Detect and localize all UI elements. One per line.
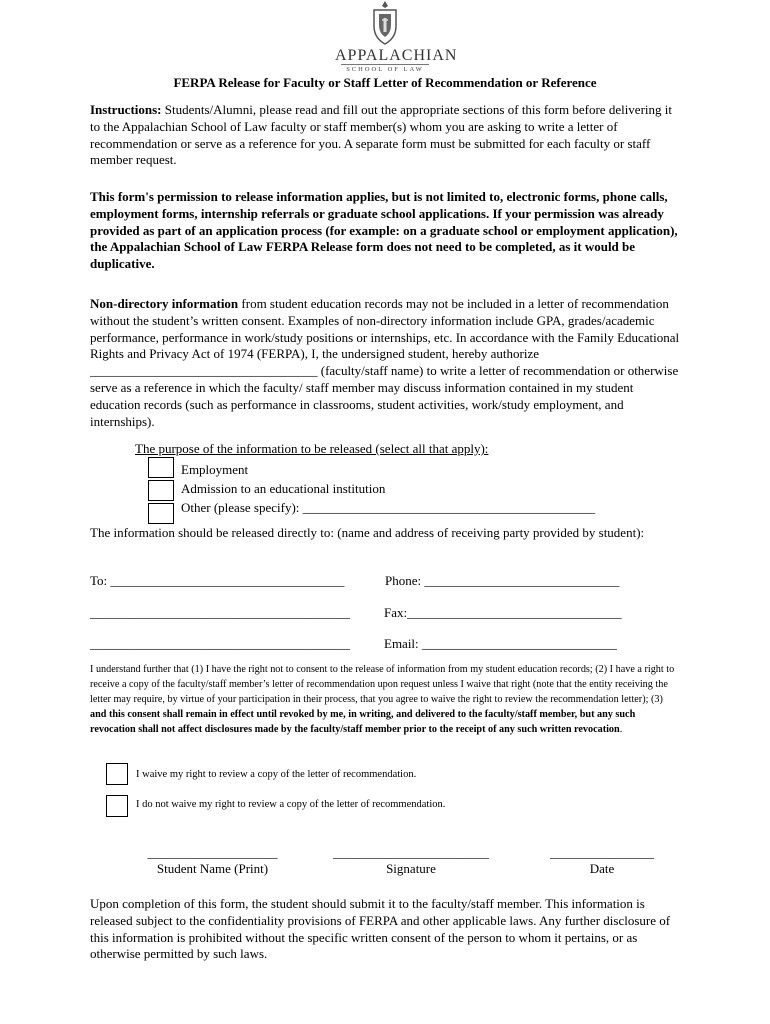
logo-subtitle: SCHOOL OF LAW xyxy=(341,64,429,74)
phone-field[interactable]: Phone: ______________________________ xyxy=(385,573,620,588)
instructions-text: Students/Alumni, please read and fill out the appropriate sections of this form before delivering it to the Appalachian School of Law faculty or staff member(s) whom you are asking to write a letter of recommendation or serve as a reference for you. A separate form must be submitted for each faculty or staff member request. xyxy=(90,102,672,168)
option-employment: Employment xyxy=(181,462,249,477)
waive-checkbox[interactable] xyxy=(106,763,128,785)
nondirectory-text: from student education records may not be included in a letter of recommendation without the student’s written consent. Examples of non-directory information include GPA, grades/academic performance, performance in work/study positions or internships, etc. In accordance with the Family Educational Rights and Privacy Act of 1974 (FERPA), I, the undersigned student, hereby authorize ___________________________________ (faculty/staff name) to write a letter of recommendation or otherwise serve as a reference in which the faculty/ staff member may discuss information contained in my student education records (such as performance in classrooms, student activities, work/study employment, and internships). xyxy=(90,296,680,429)
instructions-label: Instructions: xyxy=(90,102,162,117)
completion-paragraph: Upon completion of this form, the student should submit it to the faculty/staff member. This information is released subject to the confidentiality provisions of FERPA and other applicable laws. Any further disclosure of this information is prohibited without the specific written consent of the person to whom it pertains, or as otherwise permitted by such laws. xyxy=(90,896,671,962)
address-line-1[interactable]: ________________________________________ xyxy=(90,605,350,620)
purpose-checkboxes xyxy=(148,457,176,526)
logo-name: APPALACHIAN xyxy=(335,47,458,64)
to-field[interactable]: To: ____________________________________ xyxy=(90,573,345,588)
signature-line[interactable]: ________________________ xyxy=(333,845,489,860)
option-other: Other (please specify): _____________________________________________ xyxy=(181,500,596,515)
fax-field[interactable]: Fax:_________________________________ xyxy=(384,605,622,620)
instructions-paragraph xyxy=(90,102,680,169)
date-line[interactable]: ________________ xyxy=(550,845,654,860)
option-admission: Admission to an educational institution xyxy=(181,481,386,496)
understand-paragraph xyxy=(90,662,680,737)
understand-end: . xyxy=(619,724,623,735)
do-not-waive-checkbox[interactable] xyxy=(106,795,128,817)
nondirectory-label: Non-directory information xyxy=(90,296,239,311)
page-title: FERPA Release for Faculty or Staff Letter of Recommendation or Reference xyxy=(173,75,597,90)
student-name-label: Student Name (Print) xyxy=(156,861,269,876)
understand-text: I understand further that (1) I have the right not to consent to the release of information from my student education records; (2) I have a right to receive a copy of the faculty/staff member’s letter of recommendation upon request unless I waive that right (note that the entity receiving the letter may require, by virtue of your participation in their process, that you agree to waive the right to review the recommendation letter); (3) xyxy=(90,664,675,705)
nondirectory-paragraph xyxy=(90,296,680,430)
signature-label: Signature xyxy=(386,861,436,876)
school-logo xyxy=(335,0,458,74)
permission-paragraph: This form's permission to release information applies, but is not limited to, electronic forms, phone calls, employment forms, internship referrals or graduate school applications. If your permission was already provided as part of an application process (for example: on a graduate school or employment application), the Appalachian School of Law FERPA Release form does not need to be completed, as it would be duplicative. xyxy=(90,189,678,272)
email-field[interactable]: Email: ______________________________ xyxy=(384,636,617,651)
waive-label: I waive my right to review a copy of the letter of recommendation. xyxy=(136,769,417,780)
address-line-2[interactable]: ________________________________________ xyxy=(90,636,350,651)
student-name-line[interactable]: ____________________ xyxy=(147,845,278,860)
understand-bold-text: and this consent shall remain in effect until revoked by me, in writing, and delivered to the faculty/staff member, but any such revocation shall not affect disclosures made by the faculty/staff member prior to the receipt of any such written revocation xyxy=(90,709,636,735)
purpose-heading: The purpose of the information to be released (select all that apply): xyxy=(135,441,489,456)
date-label: Date xyxy=(589,861,615,876)
shield-crest-icon xyxy=(370,0,400,46)
checkbox-other[interactable] xyxy=(148,503,174,524)
checkbox-employment[interactable] xyxy=(148,457,174,478)
checkbox-admission[interactable] xyxy=(148,480,174,501)
release-to-text: The information should be released directly to: (name and address of receiving party provided by student): xyxy=(90,525,645,540)
do-not-waive-label: I do not waive my right to review a copy of the letter of recommendation. xyxy=(136,799,446,810)
